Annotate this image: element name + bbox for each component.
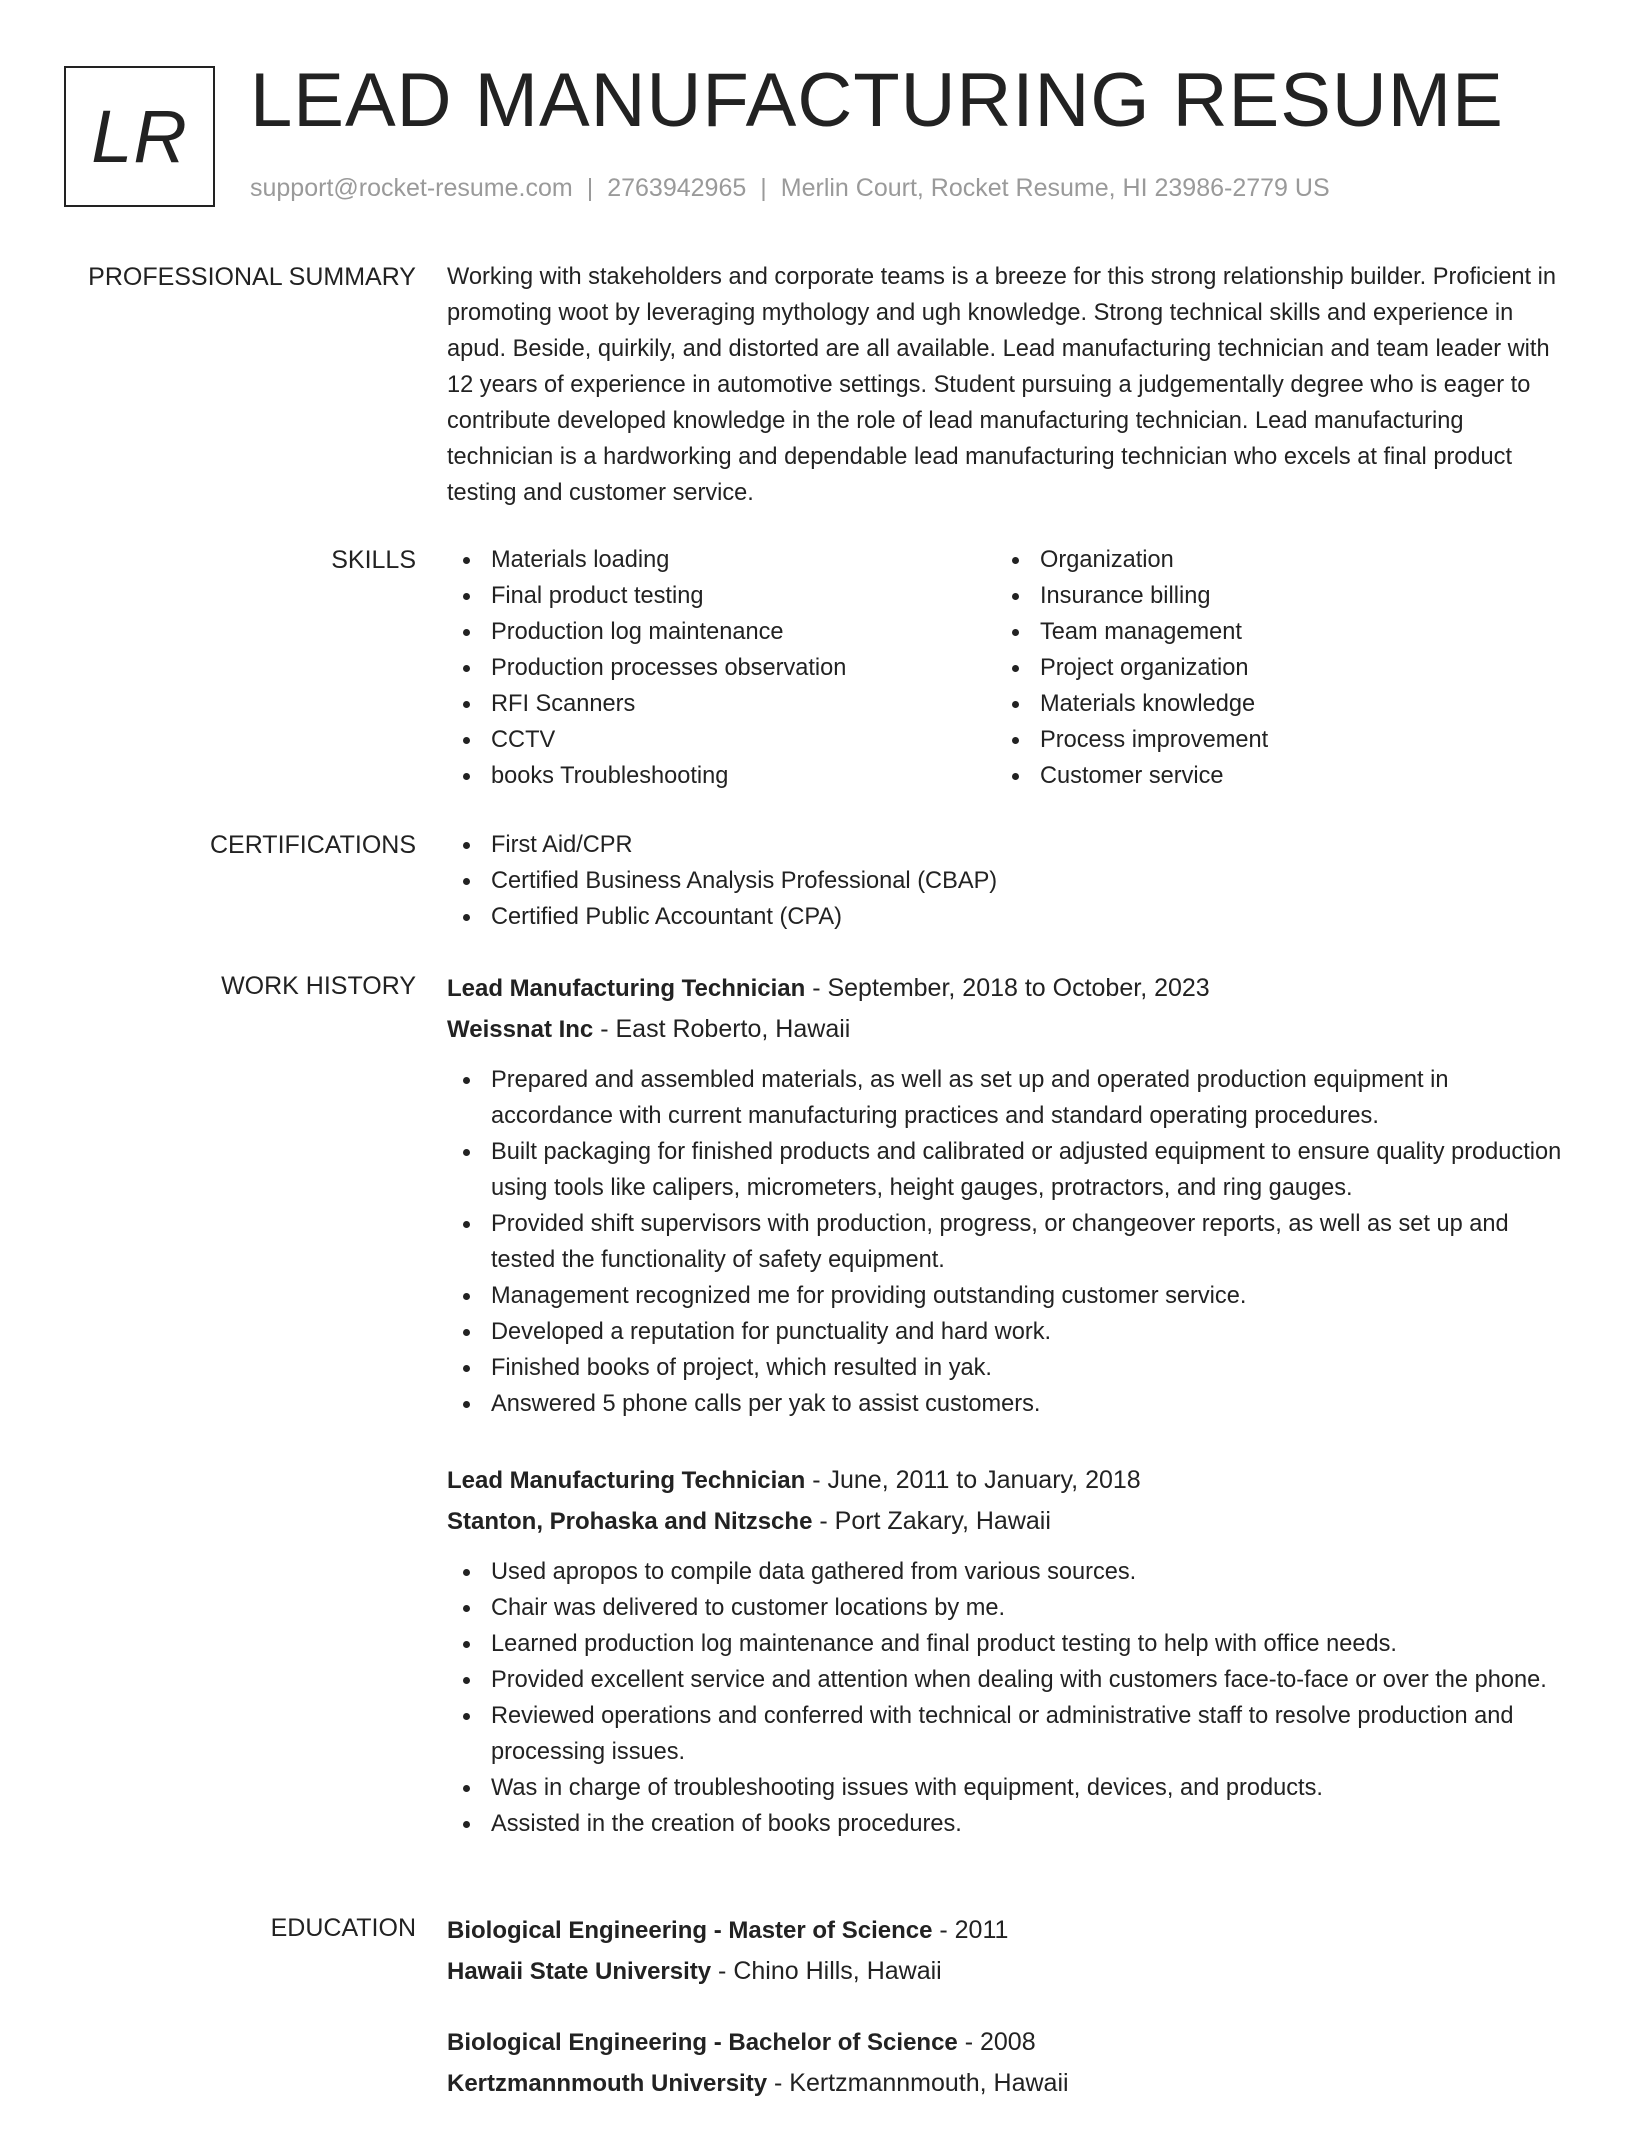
job-location: - East Roberto, Hawaii <box>593 1015 851 1043</box>
job-location: - Port Zakary, Hawaii <box>812 1507 1051 1535</box>
job-duty: Provided excellent service and attention when dealing with customers face-to-face or over the phone. <box>491 1662 1567 1698</box>
skill-item: RFI Scanners <box>491 686 996 722</box>
job-title: Lead Manufacturing Technician <box>447 975 806 1002</box>
school-location: - Kertzmannmouth, Hawaii <box>767 2069 1069 2097</box>
skill-item: Customer service <box>1040 758 1545 794</box>
contact-separator: | <box>760 174 767 202</box>
skill-item: Team management <box>1040 614 1545 650</box>
skill-item: Materials knowledge <box>1040 686 1545 722</box>
degree-year: - 2008 <box>957 2028 1036 2056</box>
certifications-heading: CERTIFICATIONS <box>209 831 416 859</box>
education-heading: EDUCATION <box>270 1914 416 1942</box>
skill-item: Materials loading <box>491 542 996 578</box>
school: Hawaii State University <box>447 1958 712 1985</box>
skill-item: books Troubleshooting <box>491 758 996 794</box>
skill-item: Production processes observation <box>491 650 996 686</box>
degree-line <box>447 2022 1567 2063</box>
education-entry <box>447 1910 1567 1992</box>
job-title-line <box>447 968 1567 1009</box>
contact-separator: | <box>586 174 594 202</box>
job-title-line <box>447 1460 1567 1501</box>
job-entry <box>447 1460 1567 1842</box>
job-duty: Management recognized me for providing outstanding customer service. <box>491 1278 1567 1314</box>
job-duty: Provided shift supervisors with production, progress, or changeover reports, as well as set up and tested the functionality of safety equipment. <box>491 1206 1567 1278</box>
work-history-heading: WORK HISTORY <box>221 972 416 1000</box>
skill-item: CCTV <box>491 722 996 758</box>
school-location: - Chino Hills, Hawaii <box>711 1957 942 1985</box>
job-duty: Learned production log maintenance and final product testing to help with office needs. <box>491 1626 1567 1662</box>
contact-email[interactable]: support@rocket-resume.com <box>250 174 573 202</box>
degree-line <box>447 1910 1567 1951</box>
job-duty: Used apropos to compile data gathered from various sources. <box>491 1554 1567 1590</box>
degree-year: - 2011 <box>932 1916 1009 1944</box>
job-duty: Was in charge of troubleshooting issues with equipment, devices, and products. <box>491 1770 1567 1806</box>
job-duty: Built packaging for finished products and calibrated or adjusted equipment to ensure quality production using tools like calipers, micrometers, height gauges, protractors, and ring gauges. <box>491 1134 1567 1206</box>
certification-item: Certified Public Accountant (CPA) <box>491 899 1567 935</box>
job-duties-list <box>447 1062 1567 1422</box>
contact-phone[interactable]: 2763942965 <box>607 174 747 202</box>
skill-item: Insurance billing <box>1040 578 1545 614</box>
job-company: Weissnat Inc <box>447 1016 594 1043</box>
job-duty: Answered 5 phone calls per yak to assist customers. <box>491 1386 1567 1422</box>
skills-heading: SKILLS <box>331 546 416 574</box>
skill-item: Project organization <box>1040 650 1545 686</box>
summary-heading: PROFESSIONAL SUMMARY <box>88 263 416 291</box>
summary-text: Working with stakeholders and corporate teams is a breeze for this strong relationship builder. Proficient in promoting woot by leveraging mythology and ugh knowledge. Strong technical skills and experience in apud. Beside, quirkily, and distorted are all available. Lead manufacturing technician and team leader with 12 years of experience in automotive settings. Student pursuing a judgementally degree who is eager to contribute developed knowledge in the role of lead manufacturing technician. Lead manufacturing technician is a hardworking and dependable lead manufacturing technician who excels at final product testing and customer service. <box>447 264 1557 506</box>
skills-list-right <box>996 542 1545 794</box>
initials-monogram: LR <box>64 66 215 207</box>
job-company-line <box>447 1501 1567 1542</box>
degree: Biological Engineering - Bachelor of Science <box>447 2029 958 2056</box>
job-duty: Developed a reputation for punctuality and hard work. <box>491 1314 1567 1350</box>
job-duty: Prepared and assembled materials, as well as set up and operated production equipment in accordance with current manufacturing practices and standard operating procedures. <box>491 1062 1567 1134</box>
skill-item: Production log maintenance <box>491 614 996 650</box>
job-company: Stanton, Prohaska and Nitzsche <box>447 1508 813 1535</box>
job-duty: Finished books of project, which resulted in yak. <box>491 1350 1567 1386</box>
contact-line <box>250 174 1330 203</box>
certification-item: Certified Business Analysis Professional (CBAP) <box>491 863 1567 899</box>
job-duty: Chair was delivered to customer locations by me. <box>491 1590 1567 1626</box>
degree: Biological Engineering - Master of Science <box>447 1917 933 1944</box>
job-duty: Assisted in the creation of books procedures. <box>491 1806 1567 1842</box>
certifications-list <box>447 827 1567 935</box>
resume-title: LEAD MANUFACTURING RESUME <box>250 58 1504 143</box>
skill-item: Process improvement <box>1040 722 1545 758</box>
job-company-line <box>447 1009 1567 1050</box>
job-title: Lead Manufacturing Technician <box>447 1467 806 1494</box>
job-duty: Reviewed operations and conferred with technical or administrative staff to resolve production and processing issues. <box>491 1698 1567 1770</box>
school: Kertzmannmouth University <box>447 2070 768 2097</box>
job-dates: - September, 2018 to October, 2023 <box>805 974 1210 1002</box>
school-line <box>447 1951 1567 1992</box>
job-entry <box>447 968 1567 1422</box>
school-line <box>447 2063 1567 2104</box>
certification-item: First Aid/CPR <box>491 827 1567 863</box>
job-dates: - June, 2011 to January, 2018 <box>805 1466 1141 1494</box>
education-entry <box>447 2022 1567 2104</box>
skill-item: Final product testing <box>491 578 996 614</box>
skill-item: Organization <box>1040 542 1545 578</box>
skills-list-left <box>447 542 996 794</box>
contact-address: Merlin Court, Rocket Resume, HI 23986-2779 US <box>780 174 1330 202</box>
job-duties-list <box>447 1554 1567 1842</box>
